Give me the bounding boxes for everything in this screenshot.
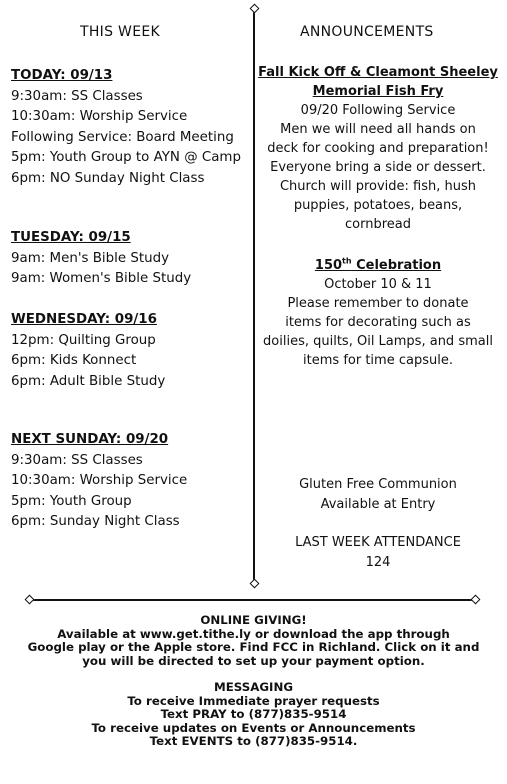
bottom-info xyxy=(0,614,507,749)
schedule-item: 5pm: Youth Group xyxy=(11,493,132,509)
schedule-item: 6pm: Sunday Night Class xyxy=(11,514,180,530)
day-wednesday xyxy=(11,310,261,392)
announcement-line: cornbread xyxy=(345,217,411,232)
divider-diamond-top xyxy=(250,4,260,14)
attendance-announcement xyxy=(258,533,498,573)
day-today xyxy=(11,66,261,190)
schedule-item: Following Service: Board Meeting xyxy=(11,129,234,145)
day-title: WEDNESDAY: 09/16 xyxy=(11,312,157,327)
day-title: NEXT SUNDAY: 09/20 xyxy=(11,432,169,447)
messaging-line: Text EVENTS to (877)835-9514. xyxy=(149,734,358,748)
attendance-value: 124 xyxy=(365,555,391,570)
fish-fry-title-line1: Fall Kick Off & Cleamont Sheeley xyxy=(258,65,498,80)
messaging-line: To receive Immediate prayer requests xyxy=(127,693,380,708)
schedule-item: 6pm: Kids Konnect xyxy=(11,353,137,369)
celebration-announcement xyxy=(258,256,498,370)
announcement-line: puppies, potatoes, beans, xyxy=(293,198,463,213)
divider-diamond-bottom xyxy=(250,579,260,589)
schedule-item: 9am: Men's Bible Study xyxy=(11,250,170,266)
communion-line2: Available at Entry xyxy=(320,497,436,512)
divider-diamond-left xyxy=(25,595,35,605)
day-tuesday xyxy=(11,228,261,290)
announcement-line: items for time capsule. xyxy=(303,353,453,368)
this-week-heading: THIS WEEK xyxy=(80,24,160,40)
announcement-line: Church will provide: fish, hush xyxy=(279,179,477,194)
giving-line: Available at www.get.tithe.ly or download the app through xyxy=(57,626,450,641)
announcement-line: doilies, quilts, Oil Lamps, and small xyxy=(263,334,493,349)
celebration-title xyxy=(258,256,498,275)
announcement-line: Men we will need all hands on xyxy=(280,122,476,137)
messaging-title: MESSAGING xyxy=(213,680,294,694)
schedule-item: 9:30am: SS Classes xyxy=(11,88,143,104)
schedule-item: 5pm: Youth Group to AYN @ Camp xyxy=(11,150,241,166)
fish-fry-announcement xyxy=(258,63,498,234)
announcement-line: Everyone bring a side or dessert. xyxy=(270,160,486,175)
horizontal-divider xyxy=(30,599,477,601)
announcement-line: Please remember to donate xyxy=(287,296,469,311)
day-next-sunday xyxy=(11,430,261,533)
day-title: TODAY: 09/13 xyxy=(11,68,113,83)
celebration-title-number: 150 xyxy=(314,258,343,273)
announcement-line: 09/20 Following Service xyxy=(300,103,456,118)
schedule-item: 9am: Women's Bible Study xyxy=(11,271,192,287)
giving-line: Google play or the Apple store. Find FCC in Richland. Click on it and xyxy=(27,640,480,654)
announcement-line: deck for cooking and preparation! xyxy=(267,141,489,156)
announcement-line: items for decorating such as xyxy=(285,315,471,330)
communion-announcement xyxy=(258,475,498,515)
schedule-item: 6pm: Adult Bible Study xyxy=(11,373,166,389)
schedule-item: 9:30am: SS Classes xyxy=(11,452,143,468)
announcement-line: October 10 & 11 xyxy=(324,277,432,292)
schedule-item: 6pm: NO Sunday Night Class xyxy=(11,170,205,186)
messaging-line: Text PRAY to (877)835-9514 xyxy=(160,707,347,721)
schedule-item: 10:30am: Worship Service xyxy=(11,473,188,489)
giving-line: you will be directed to set up your payment option. xyxy=(82,653,425,668)
day-title: TUESDAY: 09/15 xyxy=(11,230,131,245)
celebration-title-suffix: th xyxy=(342,256,352,266)
celebration-title-text: Celebration xyxy=(351,258,442,273)
communion-line1: Gluten Free Communion xyxy=(299,477,457,492)
messaging-line: To receive updates on Events or Announcements xyxy=(91,720,416,735)
fish-fry-title-line2: Memorial Fish Fry xyxy=(312,84,444,99)
attendance-label: LAST WEEK ATTENDANCE xyxy=(295,535,461,550)
online-giving-title: ONLINE GIVING! xyxy=(200,613,307,627)
announcements-heading: ANNOUNCEMENTS xyxy=(300,24,434,40)
schedule-item: 10:30am: Worship Service xyxy=(11,109,188,125)
divider-diamond-right xyxy=(471,595,481,605)
schedule-item: 12pm: Quilting Group xyxy=(11,332,156,348)
